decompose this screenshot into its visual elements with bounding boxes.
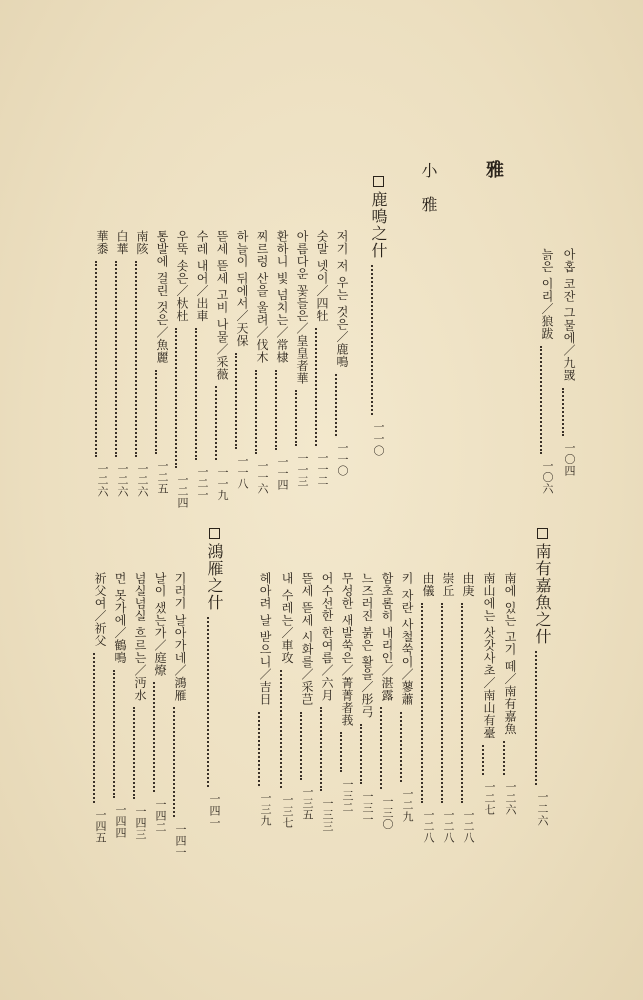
toc-entry[interactable] [195, 230, 209, 500]
entry-page: 一三二 [341, 778, 354, 813]
leader-dots [207, 617, 221, 787]
entry-page: 一二八 [442, 809, 455, 844]
entry-page: 一二四 [176, 473, 189, 509]
entry-page: 一四四 [114, 803, 127, 839]
entry-page: 一一三 [296, 452, 309, 487]
entry-page: 一二七 [483, 780, 496, 816]
toc-entry[interactable] [135, 230, 149, 498]
entry-page: 一二六 [136, 463, 149, 498]
toc-entry[interactable] [93, 572, 107, 844]
leader-dots [115, 261, 129, 457]
entry-title: 숫말 넷이／四牡 [315, 230, 329, 322]
entry-title: 南에 있는 고기 떼／南有嘉魚 [503, 572, 517, 735]
toc-entry[interactable] [255, 230, 269, 494]
entry-title: 늙은 이리／狼跋 [540, 248, 554, 340]
leader-dots [300, 712, 314, 780]
entry-title: 내 수레는／車攻 [280, 572, 294, 664]
entry-page: 一二六 [116, 463, 129, 498]
entry-page: 一一六 [256, 459, 269, 495]
toc-entry[interactable] [400, 572, 414, 822]
entry-page: 一二八 [462, 809, 475, 844]
leader-dots [135, 261, 149, 457]
toc-entry[interactable] [133, 572, 147, 840]
leader-dots [235, 353, 249, 449]
entry-title: 함초롬히 내리인／湛露 [380, 572, 394, 702]
entry-title: 먼 못가에／鶴鳴 [113, 572, 127, 664]
leader-dots [155, 370, 169, 454]
entry-title: 뜯세 뜯세 고비 나물／采薇 [215, 230, 229, 381]
entry-page: 一三三 [321, 797, 334, 832]
section-heading-nanyoujiayu[interactable] [534, 528, 550, 827]
entry-title: 저기 저 우는 것은／鹿鳴 [335, 230, 349, 368]
toc-entry[interactable] [335, 230, 349, 476]
entry-page: 一三七 [281, 793, 294, 829]
leader-dots [540, 346, 554, 454]
entry-page: 一三九 [259, 791, 272, 827]
leader-dots [295, 390, 309, 446]
entry-title: 祈父여／祈父 [93, 572, 107, 647]
section-title: 南有嘉魚之什 [533, 543, 552, 645]
entry-title: 由儀 [421, 572, 435, 597]
leader-dots [335, 374, 349, 436]
box-marker-icon [373, 176, 384, 187]
entry-page: 一二八 [422, 809, 435, 844]
entry-title: 白華 [115, 230, 129, 255]
toc-entry[interactable] [295, 230, 309, 487]
entry-title: 南陔 [135, 230, 149, 255]
leader-dots [360, 724, 374, 784]
entry-title: 무성한 새발쑥은／菁菁者莪 [340, 572, 354, 727]
leader-dots [195, 328, 209, 460]
toc-entry[interactable] [153, 572, 167, 833]
toc-entry[interactable] [540, 248, 554, 495]
box-marker-icon [209, 528, 220, 539]
entry-title: 수레 내어／出車 [195, 230, 209, 322]
entry-title: 키 자란 사철쑥이／蓼蕭 [400, 572, 414, 706]
entry-title: 뜯세 뜯세 시화를／采芑 [300, 572, 314, 706]
entry-title: 아름다운 꽃들은／皇皇者華 [295, 230, 309, 385]
entry-title: 우뚝 솟은／杕杜 [175, 230, 189, 322]
toc-entry[interactable] [235, 230, 249, 489]
entry-title: 하늘이 뒤에서／天保 [235, 230, 249, 347]
toc-entry[interactable] [503, 572, 517, 815]
entry-title: 기러기 날아가네／鴻雁 [173, 572, 187, 702]
section-page: 一二六 [536, 791, 549, 827]
leader-dots [275, 370, 289, 450]
section-title: 鹿鳴之什 [369, 191, 388, 259]
toc-entry[interactable] [280, 572, 294, 828]
entry-page: 一三〇 [381, 795, 394, 830]
leader-dots [255, 370, 269, 454]
section-heading-lumingzhishi[interactable] [370, 176, 386, 457]
leader-dots [173, 707, 187, 817]
box-marker-icon [537, 528, 548, 539]
entry-page: 一一九 [216, 466, 229, 501]
entry-page: 一二六 [504, 780, 517, 816]
entry-page: 一四一 [174, 823, 187, 858]
entry-page: 一〇四 [563, 441, 576, 477]
leader-dots [421, 603, 435, 803]
entry-page: 一一〇 [336, 441, 349, 477]
leader-dots [93, 653, 107, 803]
leader-dots [95, 261, 109, 457]
leader-dots [503, 741, 517, 775]
entry-page: 一四三 [134, 805, 147, 840]
entry-title: 어수선한 한여름／六月 [320, 572, 334, 702]
toc-entry[interactable] [482, 572, 496, 815]
section-page: 一四一 [208, 793, 221, 829]
entry-title: 느즈러진 붉은 활을／彤弓 [360, 572, 374, 719]
toc-entry[interactable] [421, 572, 435, 844]
entry-title: 南山에는 삿갓사초／南山有臺 [482, 572, 496, 739]
leader-dots [153, 682, 167, 792]
leader-dots [280, 670, 294, 788]
leader-dots [215, 386, 229, 460]
entry-page: 一二六 [96, 463, 109, 498]
toc-entry[interactable] [380, 572, 394, 830]
leader-dots [380, 707, 394, 789]
entry-page: 一〇六 [541, 459, 554, 495]
leader-dots [482, 745, 496, 775]
toc-entry[interactable] [258, 572, 272, 826]
entry-page: 一一四 [276, 455, 289, 491]
entry-page: 一三一 [361, 790, 374, 825]
toc-entry[interactable] [340, 572, 354, 813]
entry-title: 헤아려 날 받으니／吉日 [258, 572, 272, 706]
entry-page: 一二五 [156, 459, 169, 495]
leader-dots [562, 388, 576, 436]
toc-entry[interactable] [461, 572, 475, 844]
toc-entry[interactable] [155, 230, 169, 494]
entry-page: 一二九 [401, 787, 414, 823]
entry-title: 由庚 [461, 572, 475, 597]
section-page: 一一〇 [372, 421, 385, 457]
leader-dots [258, 712, 272, 786]
entry-title: 넘실넘실 흐르는／沔水 [133, 572, 147, 702]
minor-heading: 小雅 [419, 162, 438, 230]
entry-title: 華黍 [95, 230, 109, 255]
entry-title: 아홉 코잔 그물에／九罭 [562, 248, 576, 382]
entry-page: 一三五 [301, 785, 314, 821]
leader-dots [400, 712, 414, 782]
leader-dots [441, 603, 455, 803]
entry-title: 날이 샜는가／庭燎 [153, 572, 167, 677]
leader-dots [535, 651, 549, 785]
leader-dots [175, 328, 189, 468]
toc-entry[interactable] [215, 230, 229, 501]
entry-page: 一一二 [316, 451, 329, 487]
section-title: 鴻雁之什 [205, 543, 224, 611]
entry-title: 崇丘 [441, 572, 455, 597]
leader-dots [371, 265, 385, 415]
toc-entry[interactable] [175, 230, 189, 508]
toc-entry[interactable] [115, 230, 129, 498]
toc-entry[interactable] [441, 572, 455, 844]
leader-dots [133, 707, 147, 799]
toc-entry[interactable] [320, 572, 334, 832]
entry-page: 一四五 [94, 809, 107, 844]
toc-entry[interactable] [173, 572, 187, 858]
entry-page: 一一八 [236, 454, 249, 490]
section-heading-hongyanzhishi[interactable] [206, 528, 222, 829]
toc-entry[interactable] [275, 230, 289, 490]
entry-title: 통발에 걸린 것은／魚麗 [155, 230, 169, 364]
leader-dots [461, 603, 475, 803]
entry-page: 一四二 [154, 798, 167, 833]
entry-title: 환하니 빛 넘치는／常棣 [275, 230, 289, 364]
toc-entry[interactable] [315, 230, 329, 486]
entry-page: 一二一 [196, 465, 209, 501]
toc-entry[interactable] [113, 572, 127, 838]
leader-dots [315, 328, 329, 446]
toc-entry[interactable] [300, 572, 314, 820]
entry-title: 찌르렁 산을 울려／伐木 [255, 230, 269, 364]
toc-entry[interactable] [95, 230, 109, 498]
major-heading: 雅 [483, 160, 504, 182]
toc-entry[interactable] [562, 248, 576, 488]
toc-entry[interactable] [360, 572, 374, 825]
leader-dots [340, 732, 354, 772]
leader-dots [320, 707, 334, 791]
leader-dots [113, 670, 127, 798]
